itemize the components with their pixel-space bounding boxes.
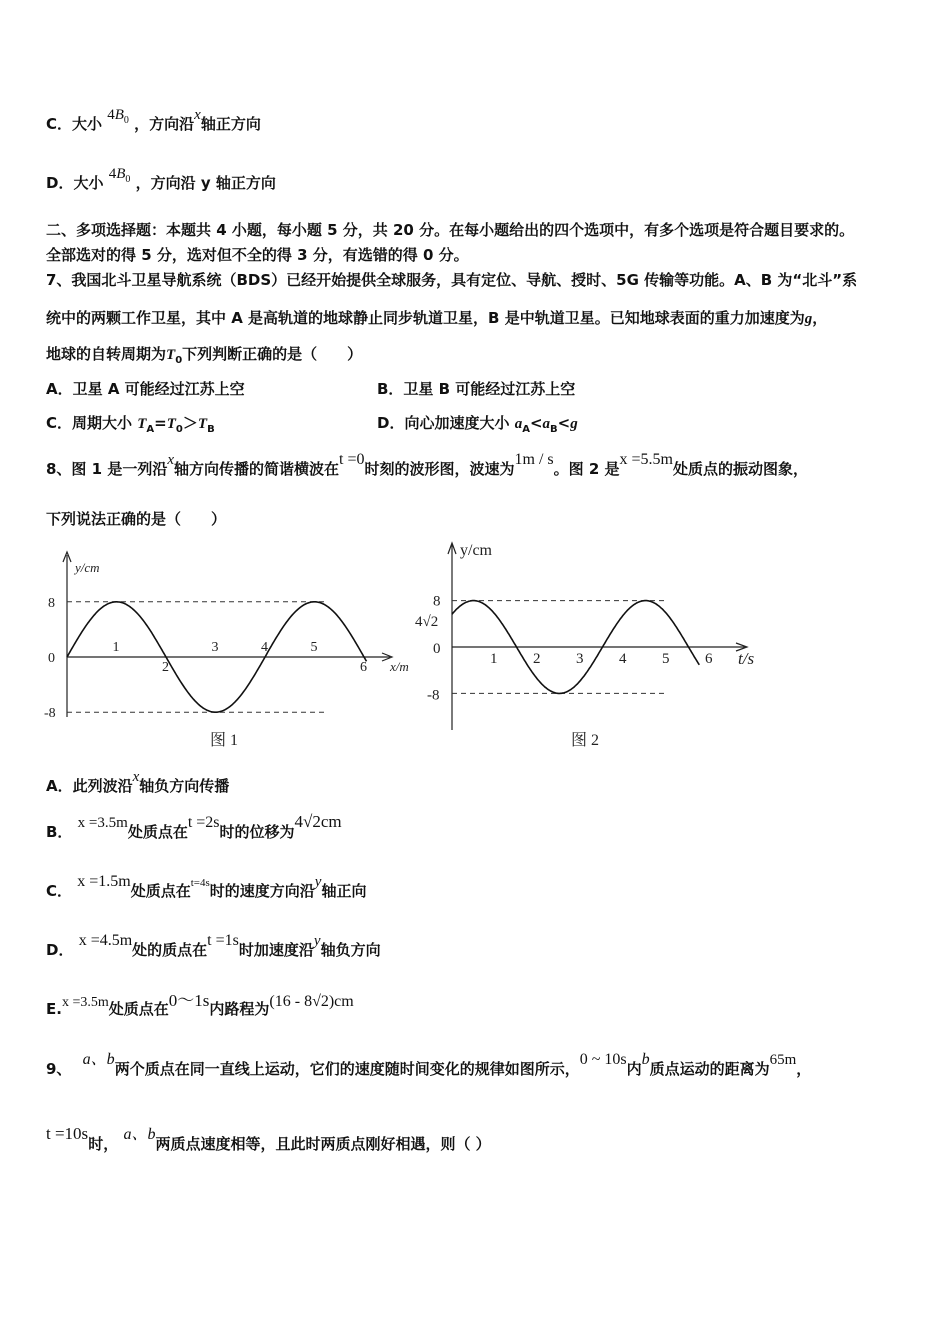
q7-stem-line2 — [46, 307, 827, 330]
time-value: t =1s — [207, 932, 239, 949]
var-g: g — [570, 416, 578, 432]
q8-option-e — [46, 991, 354, 1022]
magnitude-value — [108, 166, 131, 185]
option-text: C．周期大小 — [46, 414, 133, 432]
stem-text: 8、图 1 是一列沿 — [46, 460, 168, 478]
axis-symbol: x — [132, 769, 140, 785]
option-label: C．大小 — [46, 115, 103, 133]
stem-text: 统中的两颗工作卫星，其中 A 是高轨道的地球静止同步轨道卫星，B 是中轨道卫星。已知地球表面的重力加速度为 — [46, 309, 805, 327]
axis-symbol: y — [313, 933, 321, 949]
displacement-value: 4√2cm — [294, 812, 342, 831]
particle-names: a、b — [123, 1126, 156, 1143]
position-value: x =4.5m — [78, 932, 133, 949]
var-a: a — [514, 416, 523, 432]
q6-option-d — [46, 166, 276, 197]
figure-1-caption: 图 1 — [210, 732, 239, 749]
figure-2-caption: 图 2 — [571, 732, 600, 749]
option-text: 轴负方向传播 — [139, 777, 230, 795]
value-var: B — [116, 166, 126, 182]
time-range: 0 ~ 10s — [579, 1051, 627, 1068]
option-text: 处的质点在 — [132, 941, 208, 959]
x-tick-label: 4 — [261, 640, 268, 655]
x-tick-label: 1 — [112, 640, 120, 655]
q8-figures — [40, 540, 770, 755]
y-tick-label: 8 — [48, 595, 55, 611]
gt-sign: ＞ — [182, 414, 198, 432]
var-sub: A — [146, 424, 155, 435]
lt-sign: < — [557, 414, 571, 432]
x-tick-label: 6 — [705, 651, 713, 667]
y-axis-label: y/cm — [460, 542, 492, 559]
magnitude-value — [107, 107, 129, 126]
value-sub: 0 — [123, 115, 129, 126]
stem-text: 下列判断正确的是（ ） — [182, 345, 363, 363]
axis-symbol: y — [314, 874, 322, 890]
section-heading-line1: 二、多项选择题：本题共 4 小题，每小题 5 分，共 20 分。在每小题给出的四个选项中，有多个选项是符合题目要求的。 — [46, 221, 855, 239]
q7-stem-line1: 7、我国北斗卫星导航系统（BDS）已经开始提供全球服务，具有定位、导航、授时、5G 传输等功能。A、B 为“北斗”系 — [46, 271, 858, 289]
stem-punct: ， — [812, 309, 828, 327]
option-label: B． — [46, 823, 73, 841]
time-value: t =10s — [46, 1124, 89, 1143]
stem-text: 两质点速度相等，且此时两质点刚好相遇，则（ ） — [155, 1135, 491, 1153]
q8-option-a — [46, 769, 230, 798]
direction-text: ，方向沿 y 轴正方向 — [135, 174, 276, 192]
figure-1 — [44, 552, 409, 721]
question-number: 9、 — [46, 1060, 72, 1078]
q9-stem-line2 — [46, 1124, 491, 1156]
axis-symbol: x — [194, 107, 201, 123]
y-tick-label: 0 — [433, 641, 441, 657]
q7-option-a: A．卫星 A 可能经过江苏上空 — [46, 380, 245, 398]
stem-text: 两个质点在同一直线上运动，它们的速度随时间变化的规律如图所示， — [114, 1060, 580, 1078]
q6-option-c — [46, 107, 261, 138]
var-T: T — [137, 416, 147, 432]
option-label: E. — [46, 1000, 62, 1018]
stem-text: 。图 2 是 — [553, 460, 620, 478]
option-text: 时加速度沿 — [238, 941, 314, 959]
y-tick-label: -8 — [427, 687, 440, 704]
y-tick-label: 8 — [433, 593, 441, 610]
var-T: T — [197, 416, 208, 432]
q7-option-d — [377, 412, 578, 437]
var-T: T — [166, 347, 176, 363]
var-g: g — [804, 311, 813, 327]
axis-symbol: x — [167, 452, 174, 468]
position-value: x =5.5m — [619, 451, 673, 468]
option-text: 时的速度方向沿 — [209, 882, 315, 900]
value-var: B — [114, 107, 124, 123]
q9-stem-line1 — [46, 1051, 812, 1081]
stem-text: 内 — [626, 1060, 642, 1078]
option-text: 轴正向 — [321, 882, 367, 900]
option-text: 处质点在 — [108, 1000, 169, 1018]
option-text: 轴负方向 — [320, 941, 381, 959]
time-value: t=4s — [190, 877, 210, 889]
x-tick-label: 4 — [619, 651, 627, 667]
var-sub: B — [207, 424, 215, 435]
q8-stem-line1 — [46, 451, 808, 481]
particle-names: a、b — [82, 1051, 115, 1068]
var-sub: B — [550, 424, 558, 435]
option-text: 时的位移为 — [219, 823, 295, 841]
option-label: C． — [46, 882, 73, 900]
eq-sign: = — [154, 414, 167, 432]
option-text: A．此列波沿 — [46, 777, 133, 795]
value-sub: 0 — [125, 174, 131, 185]
x-tick-label: 5 — [662, 651, 670, 667]
y-axis-label: y/cm — [75, 560, 100, 575]
x-tick-label: 3 — [211, 640, 219, 655]
y-tick-label: 4√2 — [415, 614, 439, 631]
stem-text: 质点运动的距离为 — [649, 1060, 770, 1078]
time-value: t =2s — [187, 814, 220, 831]
option-text: 处质点在 — [130, 882, 191, 900]
y-tick-label: -8 — [44, 706, 56, 722]
x-tick-label: 2 — [533, 651, 541, 667]
distance-value: 65m — [769, 1052, 797, 1068]
option-label: D． — [46, 941, 74, 959]
x-tick-label: 5 — [310, 640, 318, 655]
q8-option-c — [46, 873, 367, 904]
option-text: D．向心加速度大小 — [377, 414, 510, 432]
position-value: x =3.5m — [61, 995, 109, 1010]
time-value: t =0 — [339, 451, 365, 468]
option-label: D．大小 — [46, 174, 104, 192]
x-axis-label: t/s — [738, 649, 755, 668]
q8-option-d — [46, 932, 381, 962]
q7-stem-line3 — [46, 343, 362, 368]
q8-option-b — [46, 812, 342, 844]
particle-b: b — [641, 1051, 650, 1068]
lt-sign: < — [529, 414, 543, 432]
x-tick-label: 2 — [162, 660, 169, 675]
figure-2 — [415, 542, 754, 730]
stem-text: 轴方向传播的简谐横波在 — [174, 460, 340, 478]
q7-option-c — [46, 412, 215, 437]
var-sub: A — [522, 424, 530, 435]
var-sub: 0 — [175, 424, 183, 435]
y-tick-label: 0 — [48, 651, 55, 666]
stem-text: 时刻的波形图，波速为 — [364, 460, 515, 478]
var-sub: 0 — [175, 355, 183, 366]
stem-text: 处质点的振动图象， — [672, 460, 808, 478]
section-heading-line2: 全部选对的得 5 分，选对但不全的得 3 分，有选错的得 0 分。 — [46, 246, 469, 264]
value-num: 4 — [108, 166, 117, 182]
q7-option-b: B．卫星 B 可能经过江苏上空 — [377, 380, 576, 398]
x-tick-label: 3 — [576, 651, 584, 667]
position-value: x =1.5m — [77, 873, 131, 890]
option-text: 内路程为 — [209, 1000, 270, 1018]
q8-stem-line2: 下列说法正确的是（ ） — [46, 510, 227, 528]
stem-text: 地球的自转周期为 — [46, 345, 167, 363]
time-range: 0～1s — [168, 991, 210, 1010]
value-num: 4 — [107, 107, 115, 123]
x-tick-label: 1 — [490, 651, 498, 667]
option-text: 处质点在 — [127, 823, 188, 841]
var-a: a — [542, 416, 551, 432]
stem-text: 时， — [88, 1135, 119, 1153]
position-value: x =3.5m — [77, 815, 128, 831]
distance-value: (16 - 8√2)cm — [269, 993, 354, 1010]
direction-prefix: ，方向沿 — [134, 115, 195, 133]
direction-suffix: 轴正方向 — [200, 115, 261, 133]
x-axis-label: x/m — [390, 659, 409, 674]
var-T: T — [166, 416, 176, 432]
x-tick-label: 6 — [360, 660, 367, 675]
speed-value: 1m / s — [514, 451, 554, 468]
stem-text: ， — [796, 1060, 812, 1078]
